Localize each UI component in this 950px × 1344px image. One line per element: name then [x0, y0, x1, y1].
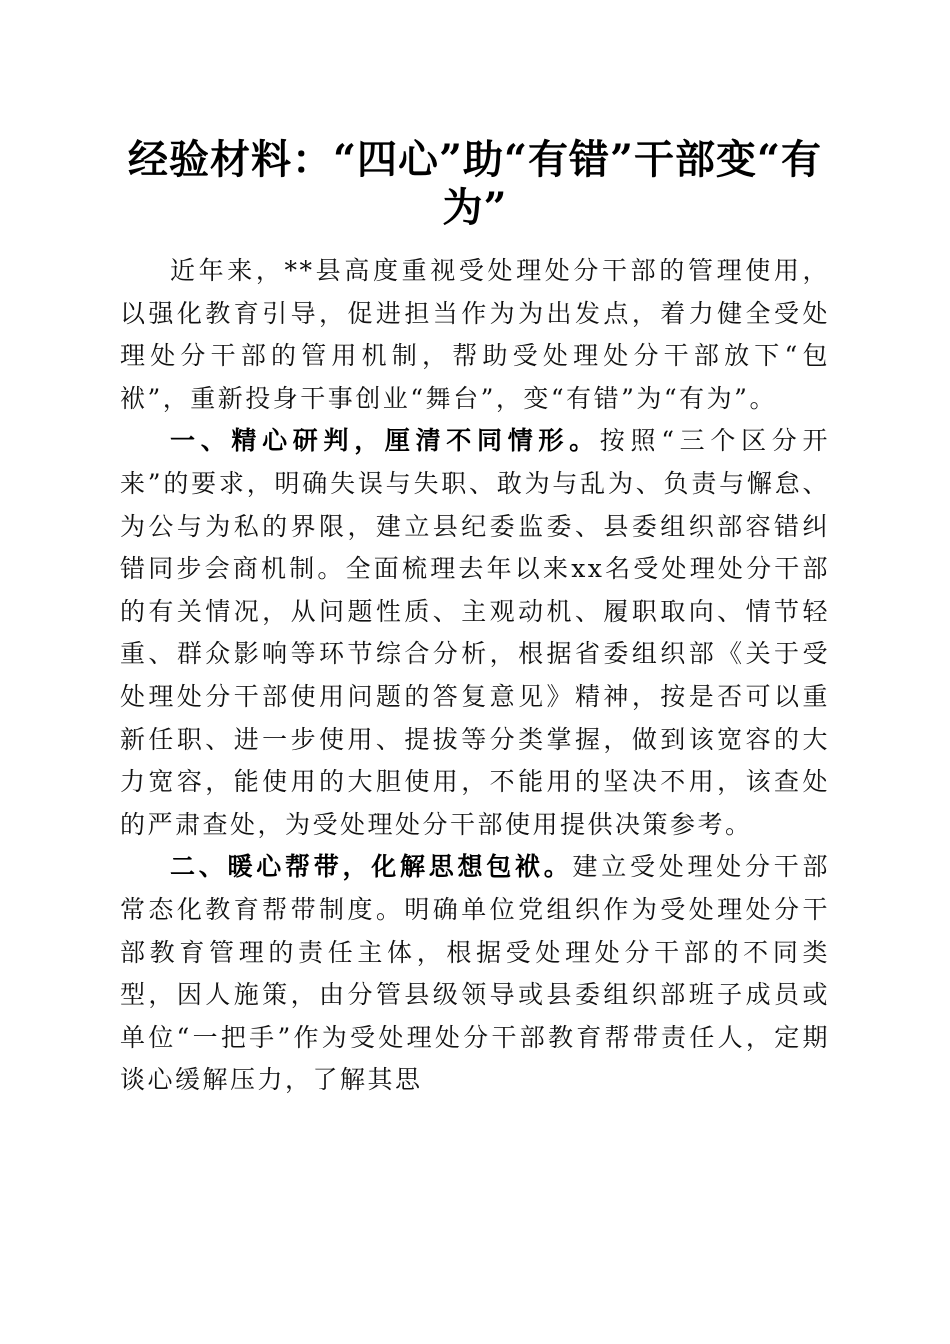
- document-body: [120, 250, 830, 1102]
- paragraph-section-1: [120, 420, 830, 846]
- paragraph-intro: [120, 250, 830, 420]
- document-title: 经验材料：“四心”助“有错”干部变“有为”: [127, 136, 823, 231]
- paragraph-lead: 一、精心研判，厘清不同情形。: [170, 426, 600, 456]
- paragraph-lead: 二、暖心帮带，化解思想包袱。: [170, 852, 573, 882]
- paragraph-text: 建立受处理处分干部常态化教育帮带制度。明确单位党组织作为受处理处分干部教育管理的责任主体，根据受处理处分干部的不同类型，因人施策，由分管县级领导或县委组织部班子成员或单位“一把手”作为受处理处分干部教育帮带责任人，定期谈心缓解压力，了解其思: [120, 852, 830, 1095]
- paragraph-text: 按照“三个区分开来”的要求，明确失误与失职、敢为与乱为、负责与懈怠、为公与为私的界限，建立县纪委监委、县委组织部容错纠错同步会商机制。全面梳理去年以来xx名受处理处分干部的有关情况，从问题性质、主观动机、履职取向、情节轻重、群众影响等环节综合分析，根据省委组织部《关于受处理处分干部使用问题的答复意见》精神，按是否可以重新任职、进一步使用、提拔等分类掌握，做到该宽容的大力宽容，能使用的大胆使用，不能用的坚决不用，该查处的严肃查处，为受处理处分干部使用提供决策参考。: [120, 426, 830, 839]
- paragraph-text: 近年来，**县高度重视受处理处分干部的管理使用，以强化教育引导，促进担当作为为出发点，着力健全受处理处分干部的管用机制，帮助受处理处分干部放下“包袱”，重新投身干事创业“舞台”，变“有错”为“有为”。: [120, 256, 830, 413]
- paragraph-section-2: [120, 846, 830, 1102]
